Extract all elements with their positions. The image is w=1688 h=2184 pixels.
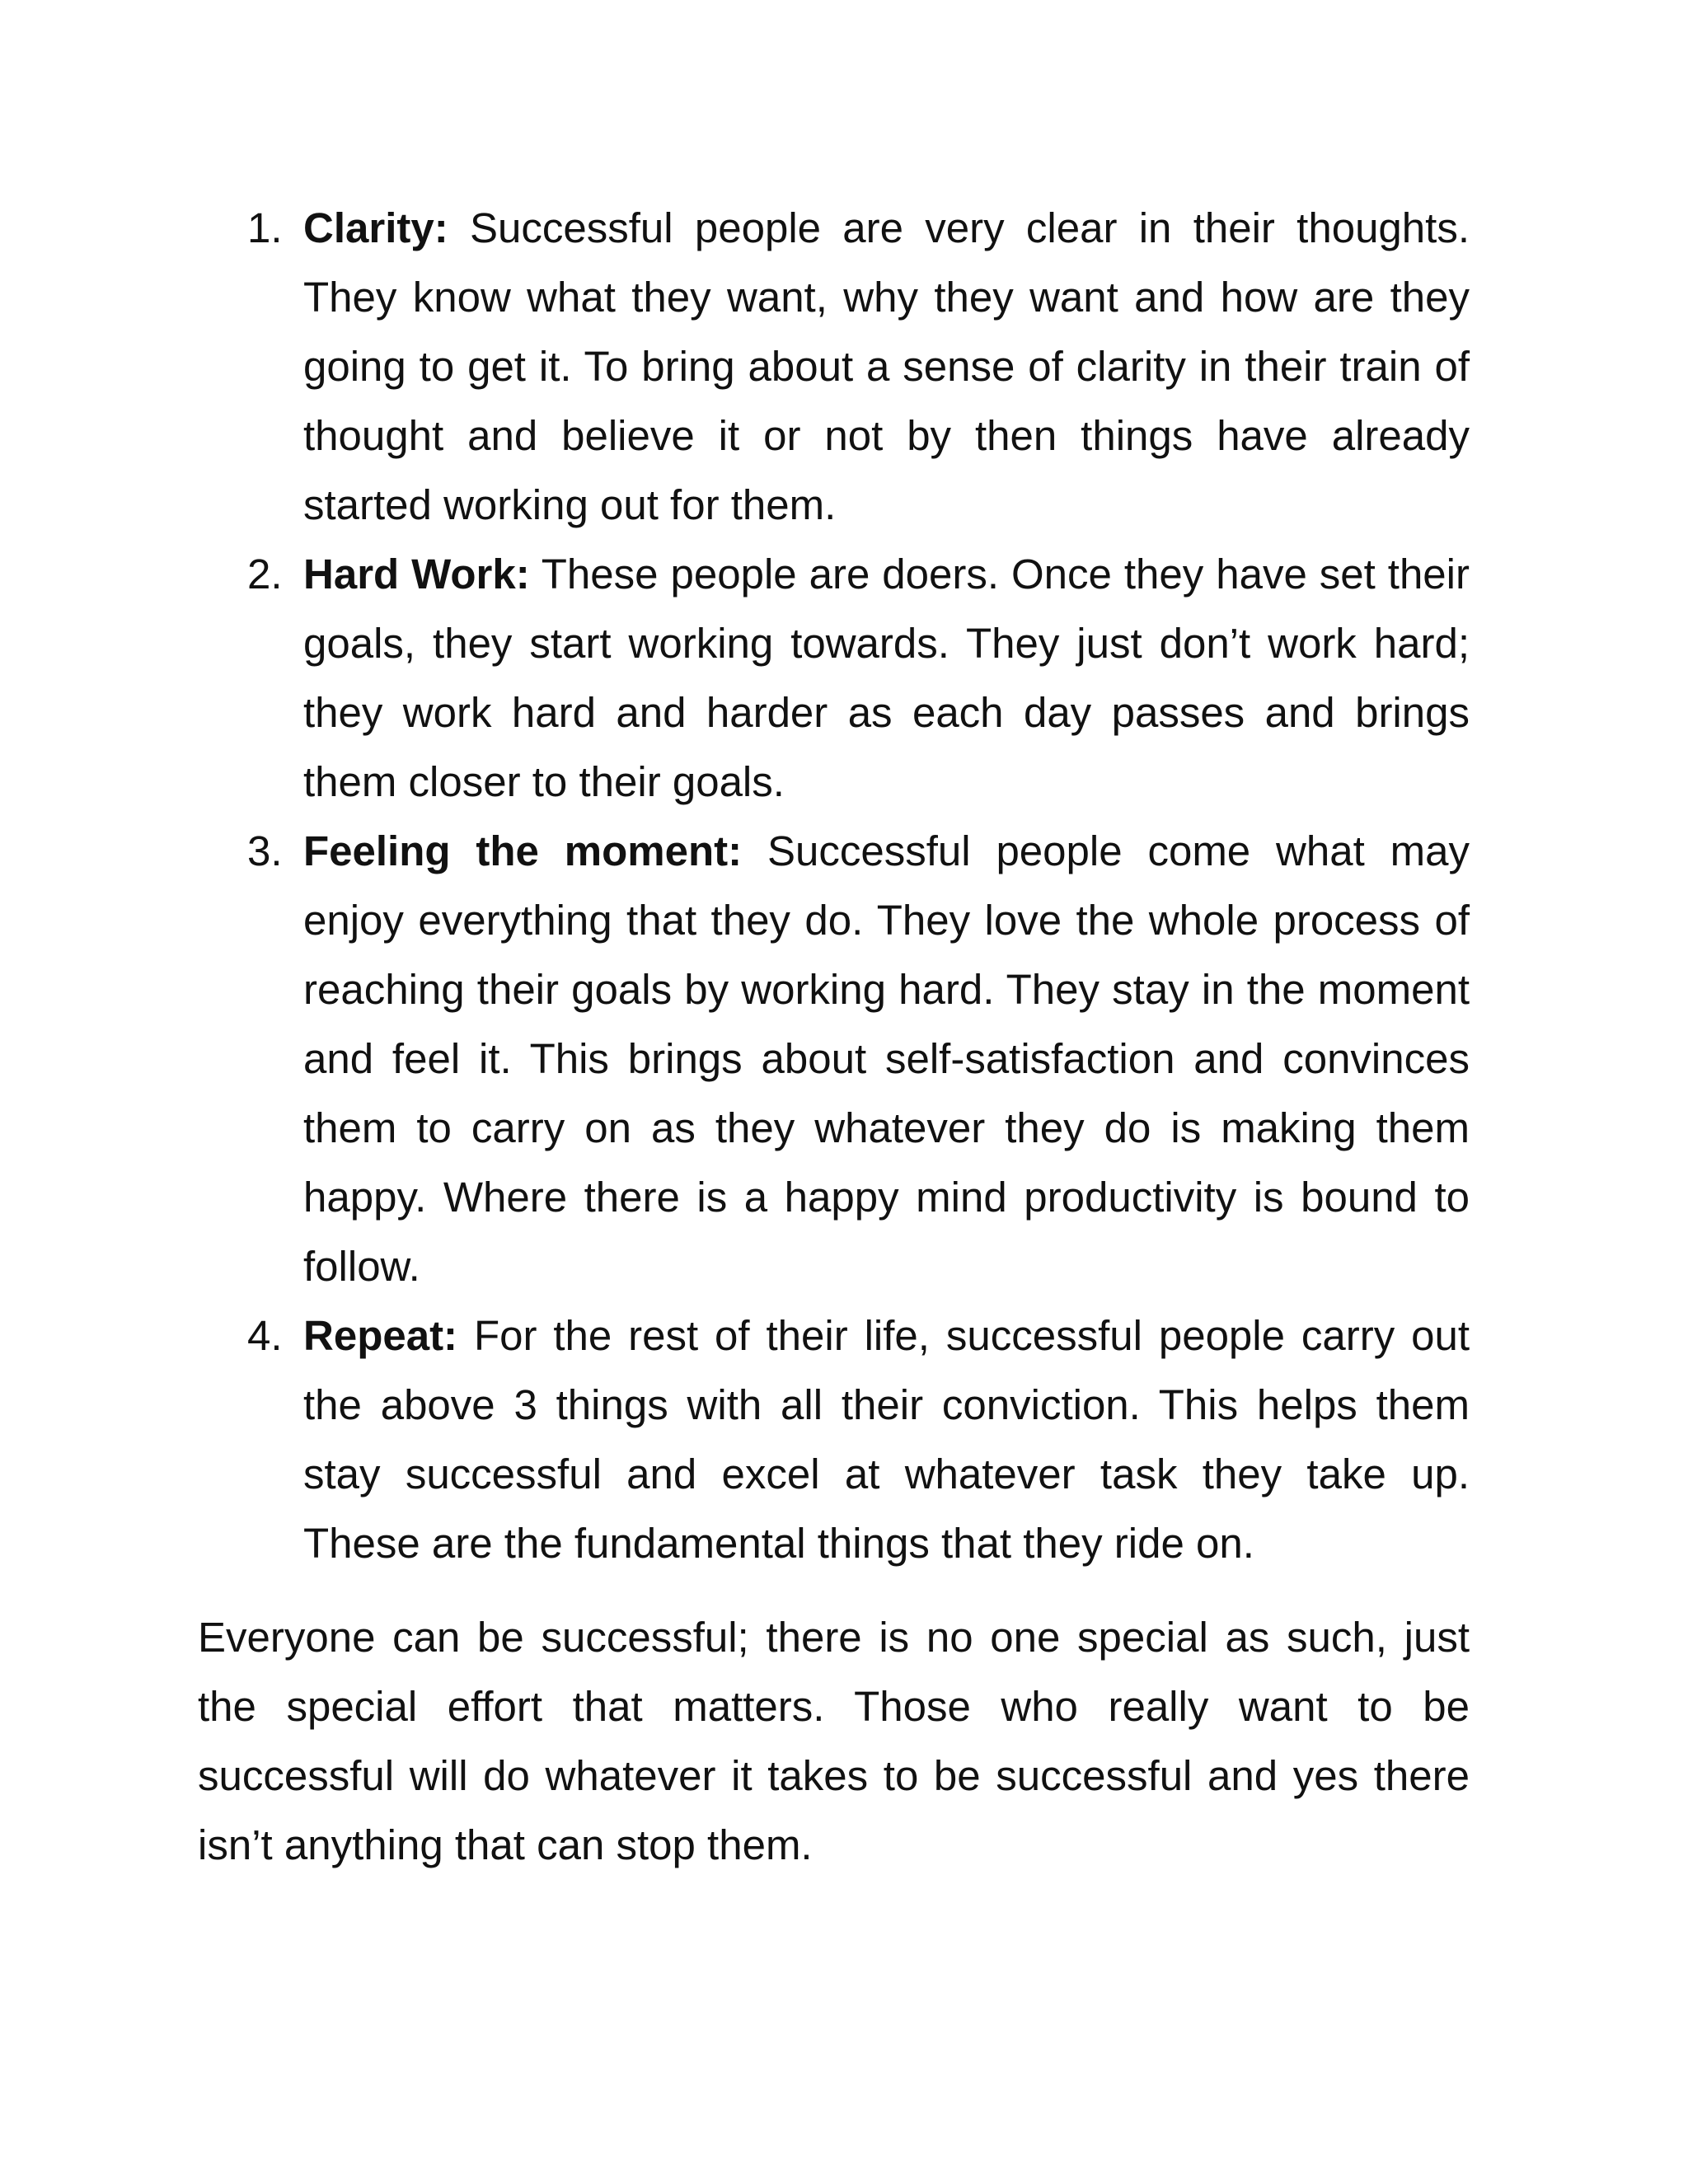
list-item-hard-work	[198, 540, 1470, 817]
list-item-text: For the rest of their life, successful people carry out the above 3 things with all their conviction. This helps them stay successful and excel at whatever task they take up. These are the fundamental things that they ride on.	[303, 1312, 1470, 1567]
list-item-term: Repeat:	[303, 1312, 458, 1359]
list-item-term: Feeling the moment:	[303, 827, 743, 874]
list-item-text: Successful people are very clear in their thoughts. They know what they want, why they want and how are they going to get it. To bring about a sense of clarity in their train of thought and believe it or not by then things have already started working out for them.	[303, 204, 1470, 528]
list-item-feeling-the-moment	[198, 817, 1470, 1301]
list-item-number: 4.	[247, 1312, 283, 1359]
list-item-text: Successful people come what may enjoy everything that they do. They love the whole process of reaching their goals by working hard. They stay in the moment and feel it. This brings about self-satisfaction and convinces them to carry on as they whatever they do is making them happy. Where there is a happy mind productivity is bound to follow.	[303, 827, 1470, 1290]
list-item-number: 2.	[247, 551, 283, 598]
numbered-list	[198, 194, 1470, 1578]
list-item-number: 1.	[247, 204, 283, 251]
closing-paragraph: Everyone can be successful; there is no one special as such, just the special effort that matters. Those who really want to be successful will do whatever it takes to be successful and yes there isn’t anything that can stop them.	[198, 1614, 1470, 1868]
list-item-text: These people are doers. Once they have set their goals, they start working towards. They just don’t work hard; they work hard and harder as each day passes and brings them closer to their goals.	[303, 551, 1470, 805]
list-item-term: Hard Work:	[303, 551, 530, 598]
list-item-repeat	[198, 1301, 1470, 1578]
document-body	[198, 194, 1470, 1880]
list-item-term: Clarity:	[303, 204, 448, 251]
list-item-clarity	[198, 194, 1470, 540]
list-item-number: 3.	[247, 827, 283, 874]
